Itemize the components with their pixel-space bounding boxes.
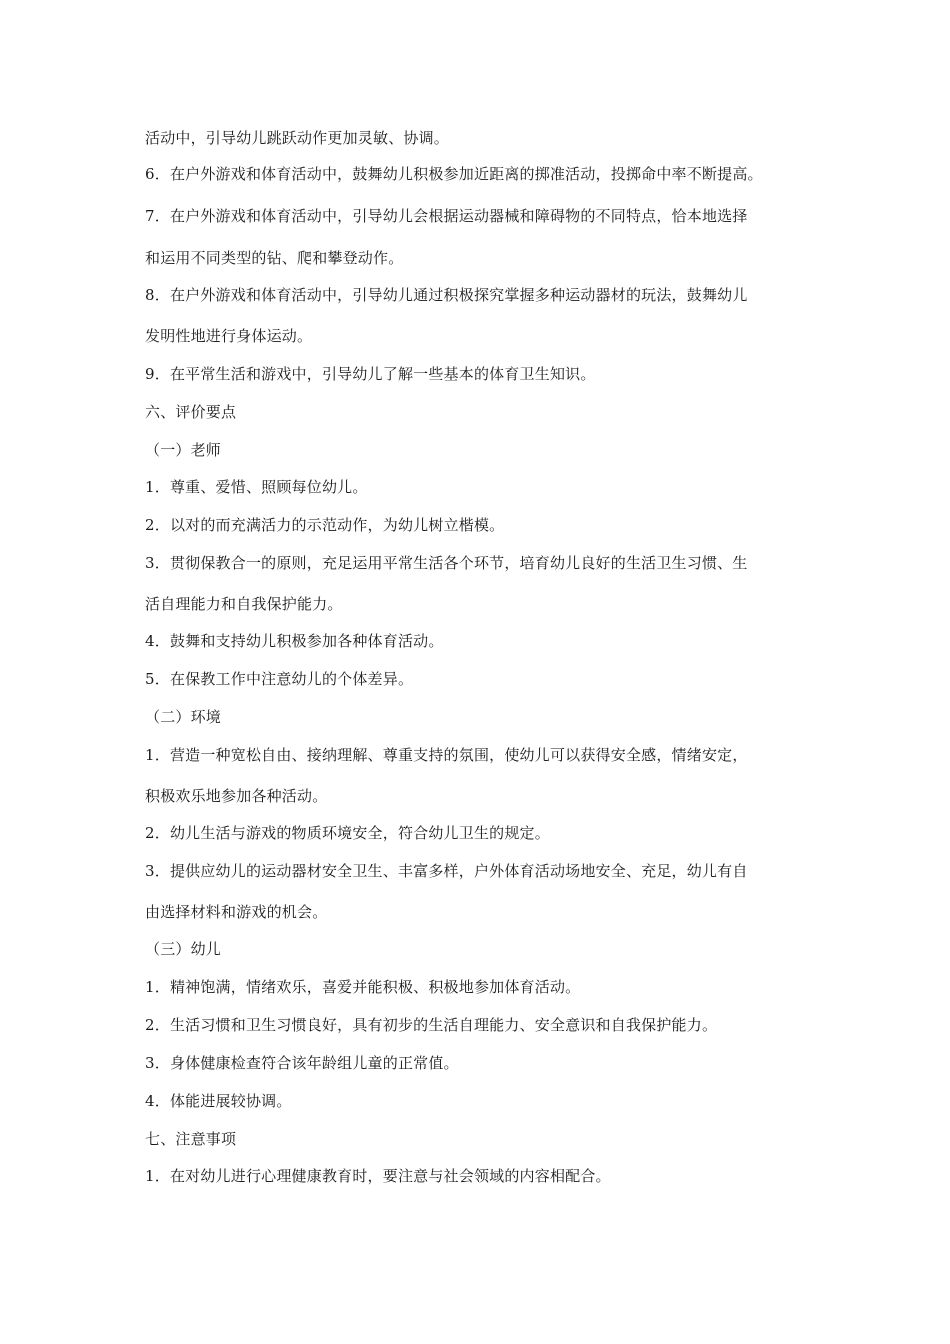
- list-item: 9．在平常生活和游戏中，引导幼儿了解一些基本的体育卫生知识。: [145, 365, 596, 383]
- text-line: 积极欢乐地参加各种活动。: [145, 787, 328, 805]
- section-heading: 六、评价要点: [145, 403, 237, 421]
- list-item: 1．精神饱满，情绪欢乐，喜爱并能积极、积极地参加体育活动。: [145, 978, 581, 996]
- list-item: 6．在户外游戏和体育活动中，鼓舞幼儿积极参加近距离的掷准活动，投掷命中率不断提高。: [145, 165, 763, 183]
- list-item: 4．体能进展较协调。: [145, 1092, 292, 1110]
- list-item: 1．尊重、爱惜、照顾每位幼儿。: [145, 478, 368, 496]
- subsection-heading: （二）环境: [145, 708, 222, 726]
- list-item: 3．贯彻保教合一的原则，充足运用平常生活各个环节，培育幼儿良好的生活卫生习惯、生: [145, 554, 748, 572]
- text-line: 和运用不同类型的钻、爬和攀登动作。: [145, 249, 404, 267]
- list-item: 3．提供应幼儿的运动器材安全卫生、丰富多样，户外体育活动场地安全、充足，幼儿有自: [145, 862, 748, 880]
- text-line: 活自理能力和自我保护能力。: [145, 595, 343, 613]
- list-item: 7．在户外游戏和体育活动中，引导幼儿会根据运动器械和障碍物的不同特点，恰本地选择: [145, 207, 748, 225]
- list-item: 2．幼儿生活与游戏的物质环境安全，符合幼儿卫生的规定。: [145, 824, 550, 842]
- list-item: 1．在对幼儿进行心理健康教育时，要注意与社会领域的内容相配合。: [145, 1167, 611, 1185]
- list-item: 8．在户外游戏和体育活动中，引导幼儿通过积极探究掌握多种运动器材的玩法，鼓舞幼儿: [145, 286, 748, 304]
- list-item: 2．以对的而充满活力的示范动作，为幼儿树立楷模。: [145, 516, 505, 534]
- subsection-heading: （一）老师: [145, 441, 222, 459]
- list-item: 4．鼓舞和支持幼儿积极参加各种体育活动。: [145, 632, 444, 650]
- subsection-heading: （三）幼儿: [145, 940, 222, 958]
- section-heading: 七、注意事项: [145, 1130, 237, 1148]
- text-line: 由选择材料和游戏的机会。: [145, 903, 328, 921]
- list-item: 2．生活习惯和卫生习惯良好，具有初步的生活自理能力、安全意识和自我保护能力。: [145, 1016, 718, 1034]
- list-item: 3．身体健康检查符合该年龄组儿童的正常值。: [145, 1054, 459, 1072]
- list-item: 5．在保教工作中注意幼儿的个体差异。: [145, 670, 414, 688]
- text-line: 活动中，引导幼儿跳跃动作更加灵敏、协调。: [145, 129, 450, 147]
- text-line: 发明性地进行身体运动。: [145, 327, 313, 345]
- list-item: 1．营造一种宽松自由、接纳理解、尊重支持的氛围，使幼儿可以获得安全感，情绪安定，: [145, 746, 748, 764]
